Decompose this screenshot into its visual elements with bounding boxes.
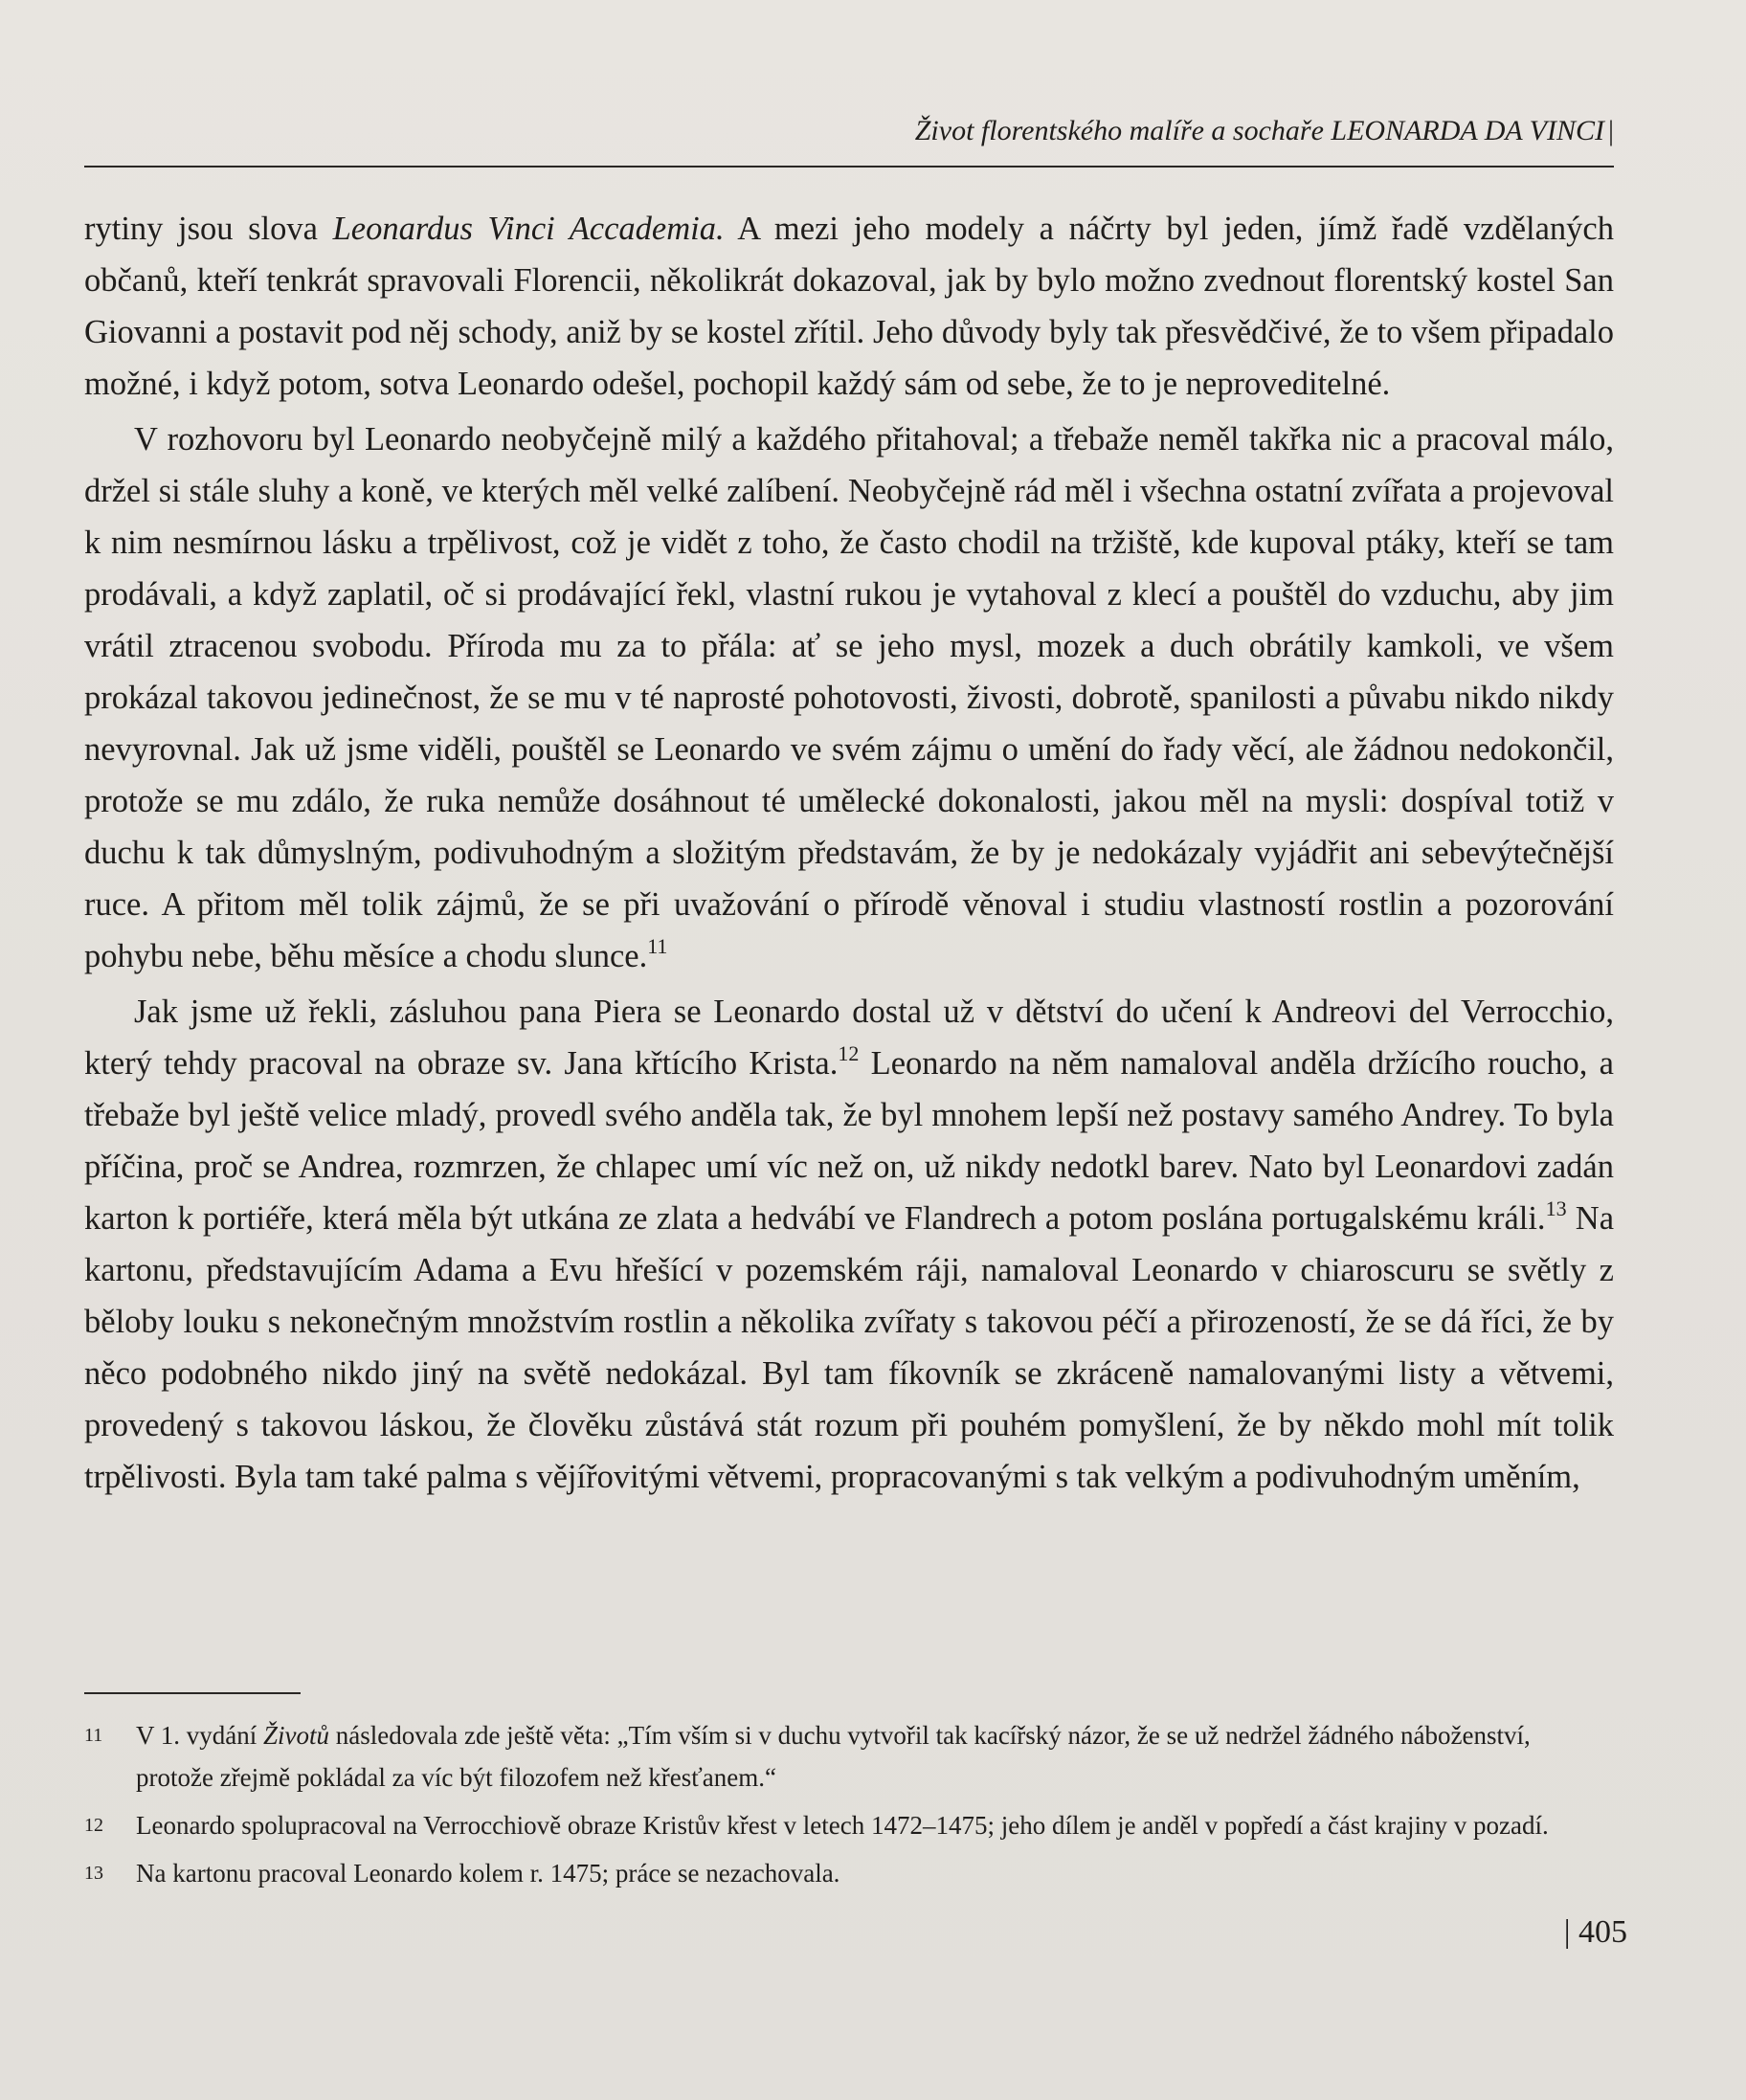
page-number-value: 405	[1578, 1914, 1627, 1950]
footnote-ref-12[interactable]: 12	[838, 1041, 860, 1065]
running-header	[84, 115, 1614, 147]
paragraph-text: Jak jsme už řekli, zásluhou pana Piera se Leonardo dostal už v dětství do učení k Andreovi del Verrocchio, který tehdy pracoval na obraze sv. Jana křtícího Krista.	[84, 994, 1614, 1082]
paragraph-text: A mezi jeho modely a náčrty byl jeden, jímž řadě vzdělaných občanů, kteří tenkrát spravovali Florencii, několikrát dokazoval, jak by bylo možno zvednout florentský kostel San Giovanni a postavit pod něj schody, aniž by se kostel zřítil. Jeho důvody byly tak přesvědčivé, že to všem připadalo možné, i když potom, sotva Leonardo odešel, pochopil každý sám od sebe, že to je neproveditelné.	[84, 211, 1614, 402]
header-rule	[84, 166, 1614, 168]
footnote-number: 12	[84, 1815, 103, 1836]
footnote-text: V 1. vydání	[136, 1721, 263, 1750]
footnote-text: Na kartonu pracoval Leonardo kolem r. 1475; práce se nezachovala.	[136, 1859, 840, 1888]
paragraph-1	[84, 203, 1614, 410]
running-title: Život florentského malíře a sochaře LEONARDA DA VINCI	[914, 115, 1604, 146]
body-text	[84, 203, 1614, 1507]
footnote-italic-title: Životů	[263, 1721, 330, 1750]
paragraph-text: Leonardo na něm namaloval anděla držícího roucho, a třebaže byl ještě velice mladý, provedl svého anděla tak, že byl mnohem lepší než postavy samého Andrey. To byla příčina, proč se Andrea, rozmrzen, že chlapec umí víc než on, už nikdy nedotkl barev. Nato byl Leonardovi zadán karton k portiéře, která měla být utkána ze zlata a hedvábí ve Flandrech a potom poslána portugalskému králi.	[84, 1045, 1614, 1237]
paragraph-text: rytiny jsou slova	[84, 211, 333, 247]
paragraph-text: V rozhovoru byl Leonardo neobyčejně milý a každého přitahoval; a třebaže neměl takřka nic a pracoval málo, držel si stále sluhy a koně, ve kterých měl velké zalíbení. Neobyčejně rád měl i všechna ostatní zvířata a projevoval k nim nesmírnou lásku a trpělivost, což je vidět z toho, že často chodil na tržiště, kde kupoval ptáky, kteří se tam prodávali, a když zaplatil, oč si prodávající řekl, vlastní rukou je vytahoval z klecí a pouštěl do vzduchu, aby jim vrátil ztracenou svobodu. Příroda mu za to přála: ať se jeho mysl, mozek a duch obrátily kamkoli, ve všem prokázal takovou jedinečnost, že se mu v té naprosté pohotovosti, živosti, dobrotě, spanilosti a půvabu nikdo nikdy nevyrovnal. Jak už jsme viděli, pouštěl se Leonardo ve svém zájmu o umění do řady věcí, ale žádnou nedokončil, protože se mu zdálo, že ruka nemůže dosáhnout té umělecké dokonalosti, jakou měl na mysli: dospíval totiž v duchu k tak důmyslným, podivuhodným a složitým představám, že by je nedokázaly vyjádřit ani sebevýtečnější ruce. A přitom měl tolik zájmů, že se při uvažování o přírodě věnoval i studiu vlastností rostlin a pozorování pohybu nebe, běhu měsíce a chodu slunce.	[84, 421, 1614, 974]
footnote-text: následovala zde ještě věta: „Tím vším si v duchu vytvořil tak kacířský názor, že se už nedržel žádného náboženství, protože zřejmě pokládal za víc být filozofem než křesťanem.“	[136, 1721, 1531, 1792]
latin-inscription: Leonardus Vinci Accademia.	[332, 211, 725, 247]
footnote-rule	[84, 1692, 301, 1694]
footnote-text: Leonardo spolupracoval na Verrocchiově obraze Kristův křest v letech 1472–1475; jeho dílem je anděl v popředí a část krajiny v pozadí.	[136, 1811, 1549, 1840]
paragraph-3	[84, 986, 1614, 1503]
page-number	[1532, 1914, 1627, 1951]
footnote-ref-11[interactable]: 11	[647, 934, 668, 958]
footnote-13	[84, 1852, 1614, 1894]
header-separator: |	[1607, 115, 1614, 146]
paragraph-2	[84, 413, 1614, 982]
footnote-ref-13[interactable]: 13	[1545, 1196, 1567, 1220]
page-number-separator: |	[1563, 1914, 1571, 1950]
footnote-12	[84, 1804, 1614, 1846]
footnote-number: 13	[84, 1863, 103, 1884]
paragraph-text: Na kartonu, představujícím Adama a Evu hřešící v pozemském ráji, namaloval Leonardo v chiaroscuru se světly z běloby louku s nekonečným množstvím rostlin a několika zvířaty s takovou péčí a přirozeností, že se dá říci, že by něco podobného nikdo jiný na světě nedokázal. Byl tam fíkovník se zkráceně namalovanými listy a větvemi, provedený s takovou láskou, že člověku zůstává stát rozum při pouhém pomyšlení, že by někdo mohl mít tolik trpělivosti. Byla tam také palma s vějířovitými větvemi, propracovanými s tak velkým a podivuhodným uměním,	[84, 1200, 1615, 1495]
footnote-11	[84, 1714, 1614, 1798]
footnotes	[84, 1714, 1614, 1900]
footnote-number: 11	[84, 1725, 103, 1746]
